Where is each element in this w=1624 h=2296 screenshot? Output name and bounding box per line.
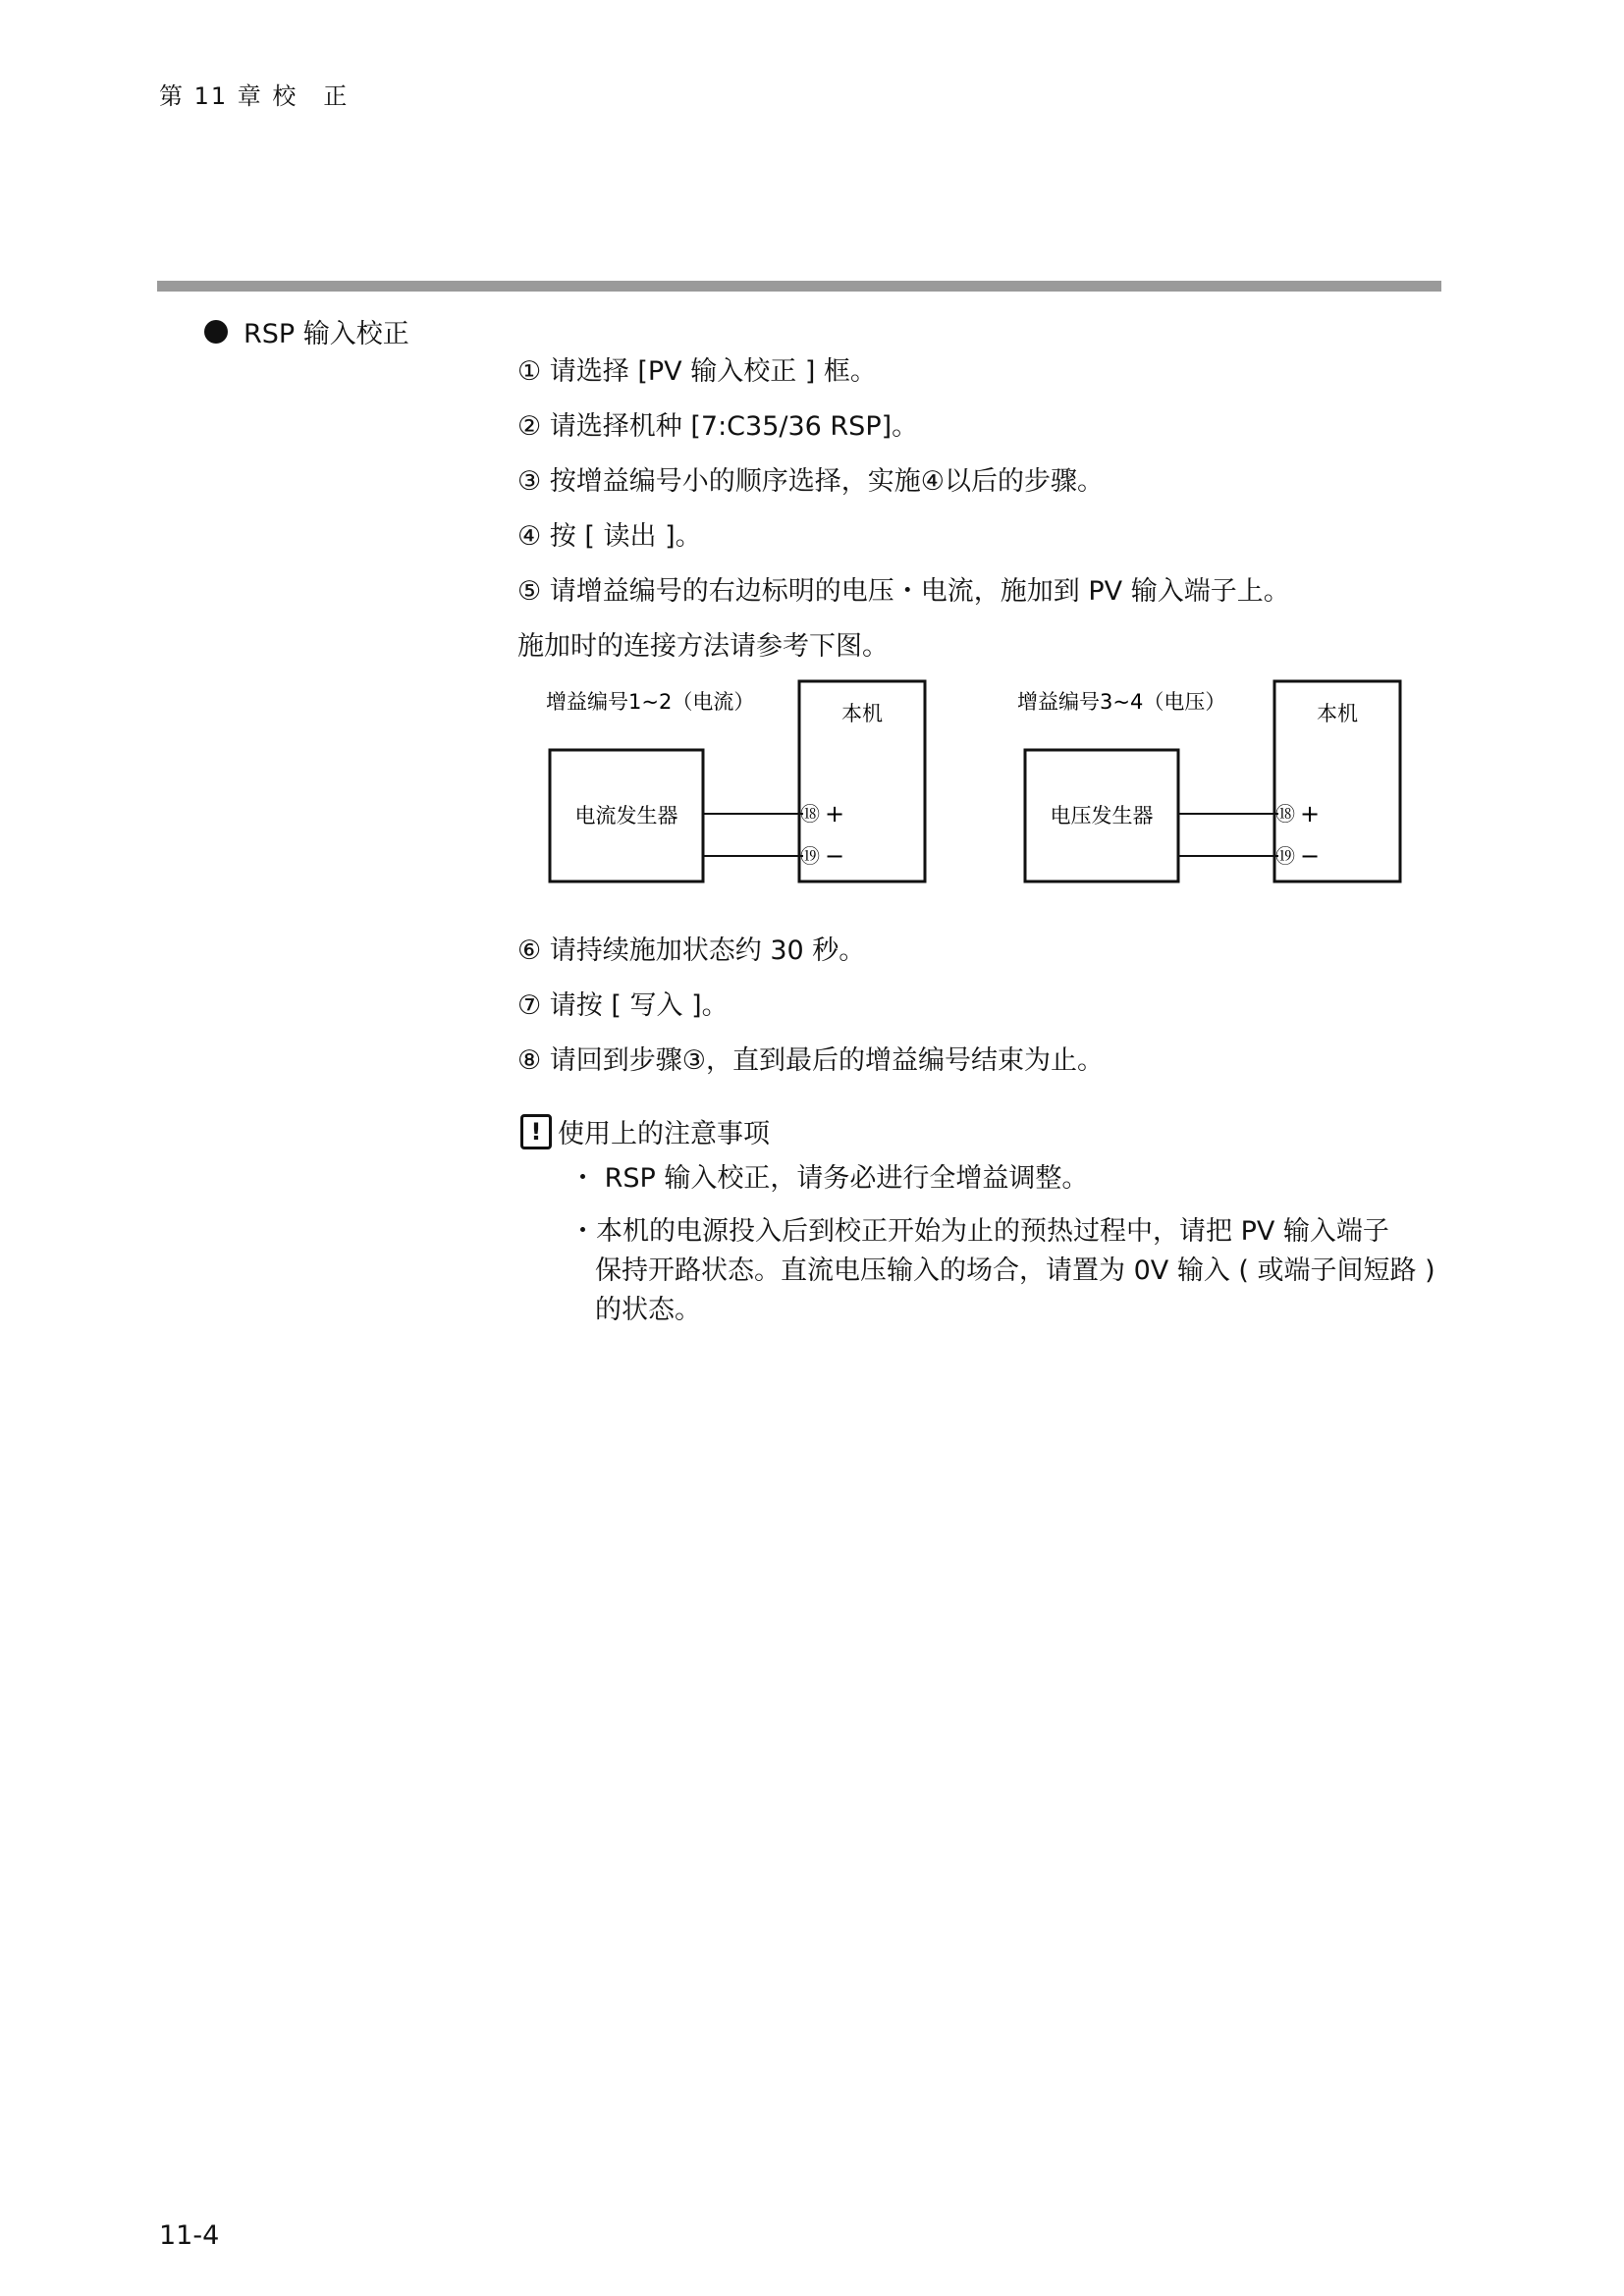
step-4: ④ 按 [ 读出 ]。 [517, 521, 702, 552]
caution-title: 使用上的注意事项 [558, 1119, 770, 1149]
chapter-header: 第 11 章 校 正 [159, 82, 350, 110]
left-unit-label: 本机 [841, 702, 883, 725]
step-2: ② 请选择机种 [7:C35/36 RSP]。 [517, 411, 919, 442]
left-minus-sign: − [825, 842, 845, 870]
section-title: RSP 输入校正 [244, 319, 409, 349]
voltage-generator-label: 电压发生器 [1050, 804, 1154, 828]
section-heading [204, 312, 409, 350]
step-7: ⑦ 请按 [ 写入 ]。 [517, 990, 729, 1021]
caution-item-2-line-1: ・本机的电源投入后到校正开始为止的预热过程中，请把 PV 输入端子 [569, 1216, 1389, 1247]
exclamation-icon: ! [520, 1114, 552, 1149]
current-generator-label: 电流发生器 [574, 804, 678, 828]
right-caption: 增益编号3~4（电压） [1017, 690, 1226, 714]
caution-item-2-line-2: 保持开路状态。直流电压输入的场合，请置为 0V 输入 ( 或端子间短路 ) [595, 1255, 1435, 1286]
left-caption: 增益编号1~2（电流） [546, 690, 755, 714]
page-number: 11-4 [159, 2220, 220, 2251]
caution-item-1: ・ RSP 输入校正，请务必进行全增益调整。 [569, 1163, 1089, 1194]
step-5-note: 施加时的连接方法请参考下图。 [517, 631, 889, 662]
bullet-icon [204, 320, 228, 344]
caution-heading [520, 1112, 770, 1150]
step-1: ① 请选择 [PV 输入校正 ] 框。 [517, 356, 877, 387]
right-minus-sign: − [1300, 842, 1321, 870]
section-divider [157, 281, 1441, 292]
step-6: ⑥ 请持续施加状态约 30 秒。 [517, 935, 866, 966]
right-plus-sign: + [1300, 800, 1321, 828]
left-terminal-18: ⑱ [800, 802, 820, 826]
left-terminal-19: ⑲ [800, 844, 820, 868]
right-terminal-18: ⑱ [1275, 802, 1295, 826]
step-5: ⑤ 请增益编号的右边标明的电压・电流，施加到 PV 输入端子上。 [517, 576, 1290, 607]
caution-item-2-line-3: 的状态。 [595, 1295, 701, 1325]
right-unit-label: 本机 [1317, 702, 1358, 725]
connection-diagram-svg [530, 675, 1414, 891]
connection-diagram [530, 675, 1414, 891]
step-8: ⑧ 请回到步骤③，直到最后的增益编号结束为止。 [517, 1045, 1104, 1076]
left-plus-sign: + [825, 800, 845, 828]
right-terminal-19: ⑲ [1275, 844, 1295, 868]
step-3: ③ 按增益编号小的顺序选择，实施④以后的步骤。 [517, 466, 1104, 497]
